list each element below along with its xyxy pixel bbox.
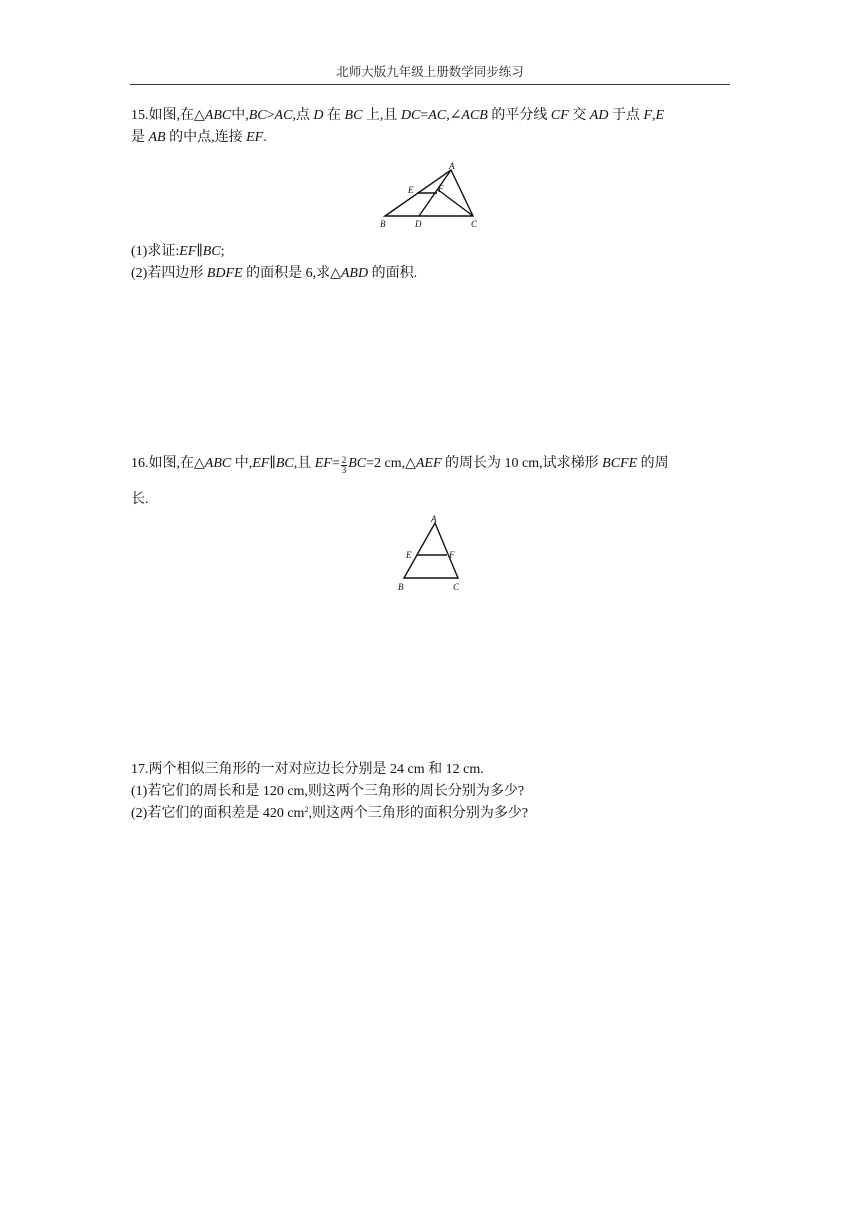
label-c: C bbox=[471, 219, 478, 229]
page-header-title: 北师大版九年级上册数学同步练习 bbox=[336, 64, 524, 79]
q16-line-1: 16.如图,在△ABC 中,EF∥BC,且 EF= $\frac{2}{3}$ BC=2 cm,△AEF 的周长为 10 cm,试求梯形 BCFE 的周 bbox=[131, 455, 669, 475]
label-c: C bbox=[453, 582, 460, 592]
label-d: D bbox=[415, 219, 422, 229]
q15-line-2: 是 AB 的中点,连接 EF. bbox=[131, 130, 267, 145]
header-divider bbox=[130, 84, 730, 85]
q15-part-2: (2)若四边形 BDFE 的面积是 6,求△ABD 的面积. bbox=[131, 266, 418, 281]
label-a: A bbox=[431, 514, 437, 524]
q16-line-2: 长. bbox=[131, 492, 149, 507]
q15-line-1: 15.如图,在△ABC中,BC>AC,点 D 在 BC 上,且 DC=AC,∠ACB 的平分线 CF 交 AD 于点 F,E bbox=[131, 108, 665, 123]
fraction-two-thirds: $\frac{2}{3}$ bbox=[341, 455, 347, 475]
label-f: F bbox=[438, 184, 444, 194]
q15-triangle-figure bbox=[375, 158, 490, 233]
q16-triangle-figure bbox=[395, 515, 470, 595]
label-b: B bbox=[380, 219, 386, 229]
q17-part-2: (2)若它们的面积差是 420 $cm^2$,则这两个三角形的面积分别为多少? bbox=[131, 805, 529, 821]
q17-part-1: (1)若它们的周长和是 120 cm,则这两个三角形的周长分别为多少? bbox=[131, 784, 525, 799]
q15-part-1: (1)求证:EF∥BC; bbox=[131, 244, 225, 259]
label-a: A bbox=[449, 161, 455, 171]
label-e: E bbox=[406, 550, 412, 560]
q17-line-1: 17.两个相似三角形的一对对应边长分别是 24 cm 和 12 cm. bbox=[131, 762, 484, 777]
label-b: B bbox=[398, 582, 404, 592]
label-e: E bbox=[408, 185, 414, 195]
label-f: F bbox=[449, 550, 455, 560]
